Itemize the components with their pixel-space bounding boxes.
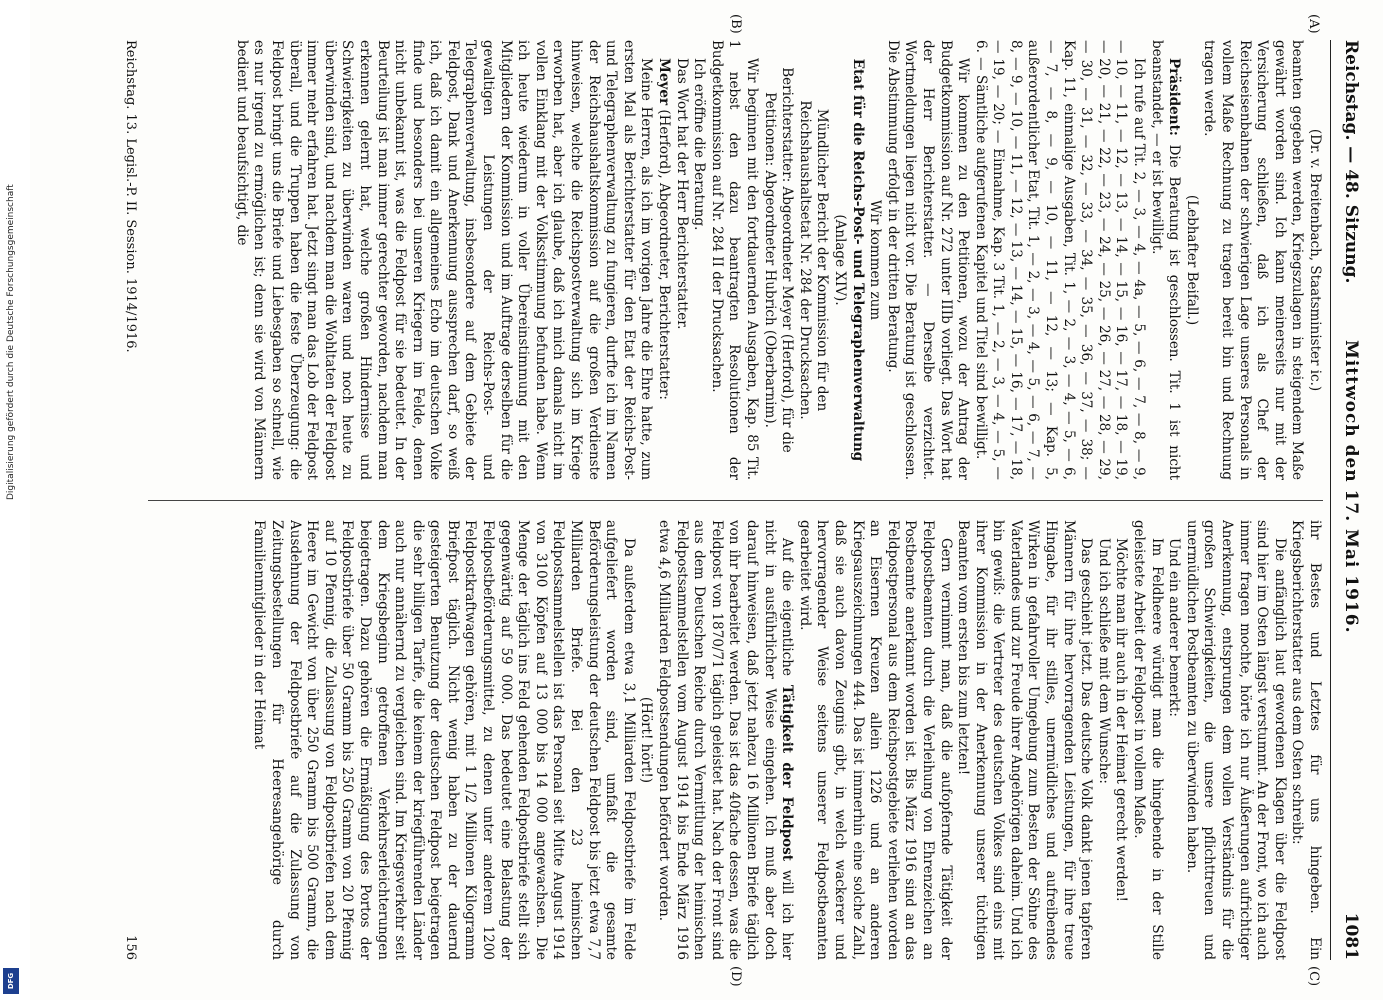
opening-paragraph: beamten gegeben werden, Kriegszulagen in steigendem Maße gewährt worden sind. Ich kann meinerseits nur mit der Versicherung schließen, daß ich als Chef der Reichseisenbahnen der schwierigen Lage unseres Personals in vollem Maße Rechnung zu tragen bereit bin und Rechnung tragen werde. bbox=[1201, 40, 1306, 480]
speaker-line bbox=[654, 40, 672, 480]
page-footer bbox=[118, 40, 138, 960]
quote-paragraph: Die anfänglich laut gewordenen Klagen über die Feldpost sind hier im Osten längst verstummt. An der Front, wo ich auch immer fragen mochte, hörte ich nur Äußerungen aufrichtiger Anerkennung, entsprungen dem vollen Verständnis für die großen Schwierigkeiten, die unsere pflichttreuen und unermüdlichen Postbeamten zu überwinden haben. bbox=[1183, 520, 1288, 960]
page-header bbox=[1337, 40, 1361, 960]
header-rule bbox=[1330, 40, 1331, 960]
dfg-logo-text: DFG bbox=[7, 972, 15, 990]
activity-rest: will ich hier nicht in ausführlicher Weise eingehen. Ich muß aber doch darauf hinweisen, daß jetzt nahezu 16 Millionen Briefe täglich von ihr bearbeitet werden. Das ist das 40fache dessen, was die Feldpost von 1870/71 täglich geleistet hat. Nach der Front sind aus dem Deutschen Reiche durch Vermittlung der heimischen Feldpostsammelstellen vom August 1914 bis Ende März 1916 etwa 4,6 Milliarden Feldpostsendungen befördert worden. bbox=[656, 520, 796, 960]
floor-line: Das Wort hat der Herr Berichterstatter. bbox=[673, 58, 690, 330]
interjection: (Hört! hört!) bbox=[638, 696, 655, 784]
opening-line: Ich eröffne die Beratung. bbox=[691, 58, 708, 231]
side-strip: Digitalisierung gefördert durch die Deutsche Forschungsgemeinschaft DFG bbox=[0, 0, 22, 1000]
header-date: Mittwoch den 17. Mai 1916. bbox=[1341, 340, 1361, 634]
margin-marker-a: (A) bbox=[1306, 14, 1321, 34]
speaker-role: (Herford), Abgeordneter, Berichterstatter: bbox=[656, 109, 673, 400]
speech-paragraph: Meine Herren, als ich im vorigen Jahre die Ehre hatte, zum ersten Mal als Berichterstatter für den Etat der Reichs-Post- und Telegraphenverwaltung zu fungieren, durfte ich im Namen der Reichshaushaltskommission auf die großen Verdienste hinweisen, welche die Reichspostverwaltung sich im Kriege erworben hat, aber ich glaube, daß ich mich damals nicht im vollen Einklang mit der Volksstimmung befunden habe. Wenn ich heute wiederum in voller Übereinstimmung mit den Mitgliedern der Kommission und im Auftrage derselben für die gewaltigen Leistungen der Reichs-Post- und Telegraphenverwaltung, insbesondere auf dem Gebiete der Feldpost, Dank und Anerkennung aussprechen darf, so weiß ich, daß ich damit ein allgemeines Echo im deutschen Volke finde und besonders bei unseren Kriegern im Felde, denen nicht unbekannt ist, was die Feldpost für sie bedeutet. In der Beurteilung ist man immer gerechter geworden, nachdem man erkennen gelernt hat, welche großen Hindernisse und Schwierigkeiten zu überwinden waren und noch heute zu überwinden sind, und nachdem man die Wohltaten der Feldpost immer mehr erfahren hat. Jetzt singt man das Lob der Feldpost überall, und die Truppen haben die feste Überzeugung: die Feldpost bringt uns die Briefe und Liebesgaben so schnell, wie es nur irgend zu ermöglichen ist; denn sie wird von Männern bedient und beaufsichtigt, die bbox=[233, 40, 655, 480]
wish-line: Und ich schließe mit dem Wunsche: bbox=[1095, 538, 1112, 784]
section-annex: (Anlage XIV). bbox=[831, 214, 848, 306]
activity-bold: Tätigkeit der Feldpost bbox=[779, 684, 796, 861]
award-paragraph: Gern vernimmt man, daß die aufopfernde Tätigkeit der Feldpostbeamten durch die Verleihung von Ehrenzeichen an Postbeamte anerkannt worden ist. Bis März 1916 sind an das Feldpostpersonal aus dem Reichspostgebiete verliehen worden an Eisernen Kreuzen allein 1226 und an anderen Kriegsauszeichnungen 444. Das ist immerhin eine solche Zahl, daß sie auch davon Zeugnis gibt, in welch wackerer und hervorragender Weise seitens unserer Feldpostbeamten gearbeitet wird. bbox=[796, 520, 954, 960]
margin-marker-c: (C) bbox=[1306, 966, 1321, 987]
rapporteurs: Berichterstatter: Abgeordneter Meyer (Herford), für die Petitionen: Abgeordneter Hubrich (Oberbarnim). bbox=[761, 67, 796, 453]
margin-marker-b: (B) bbox=[728, 14, 743, 34]
proposal-paragraph: Wir beginnen mit den fortdauernden Ausgaben, Kap. 85 Tit. 1 nebst den dazu beantragten Resolutionen der Budgetkommission auf Nr. 284 II der Drucksachen. bbox=[708, 40, 760, 480]
president-paragraph bbox=[1147, 40, 1182, 480]
section-heading: Etat für die Reichs-Post- und Telegraphenverwaltung bbox=[849, 58, 866, 462]
applause-note: (Lebhafter Beifall.) bbox=[1183, 194, 1200, 326]
titles-paragraph: Ich rufe auf Tit. 2, — 3, — 4, — 4a, — 5, — 6, — 7, — 8, — 9, — 10, — 11, — 12, — 13, — 14, — 15, — 16, — 17, — 18, — 19, — 20, — 21, — 22, — 23, — 24, — 25, — 26, — 27, — 28, — 29, — 30, — 31, — 32, — 33, — 34, — 35, — 36, — 37, — 38; — Kap. 11, einmalige Ausgaben, Tit. 1, — 2, — 3, — 4, — 5, — 6, — 7, — 8, — 9, — 10, — 11, — 12, — 13; — Kap. 5, außerordentlicher Etat, Tit. 1, — 2, — 3, — 4, — 5, — 6, — 7, — 8, — 9, — 10, — 11, — 12, — 13, — 14, — 15, — 16, — 17, — 18, — 19, — 20; — Einnahme, Kap. 3 Tit. 1, — 2, — 3, — 4, — 5, — 6. — Sämtliche aufgerufenen Kapitel und Titel sind bewilligt. bbox=[972, 40, 1148, 480]
activity-intro: Auf die eigentliche bbox=[779, 538, 796, 676]
next-item: Wir kommen zum bbox=[867, 199, 884, 321]
rotated-page bbox=[30, 0, 1383, 1000]
footer-right: 156 bbox=[123, 935, 138, 960]
report-line: Mündlicher Bericht der Kommission für den Reichshaushaltsetat Nr. 284 der Drucksachen. bbox=[796, 100, 831, 420]
header-page-number: 1081 bbox=[1341, 912, 1361, 960]
footer-left: Reichstag. 13. Legisl.-P. II. Session. 1914/1916. bbox=[123, 40, 138, 353]
thanks-paragraph: Das geschieht jetzt. Das deutsche Volk dankt jenen tapferen Männern für ihre hervorragenden Leistungen, für ihre treue Hingabe, für ihr stilles, unermüdliches und aufreibendes Wirken in gefahrvoller Umgebung zum Besten der Söhne des Vaterlandes und zur Freude ihrer Angehörigen daheim. Und ich bin gewiß: die Vertreter des deutschen Volkes sind eins mit ihrer Kommission in der Anerkennung unserer tüchtigen Beamten vom ersten bis zum letzten! bbox=[955, 520, 1095, 960]
speaker-note: (Dr. v. Breitenbach, Staatsminister ic.) bbox=[1307, 128, 1323, 392]
petition-paragraph: Wir kommen zu den Petitionen, wozu der Antrag der Budgetkommission auf Nr. 272 unter IIIb vorliegt. Das Wort hat der Herr Berichterstatter. — Derselbe verzichtet. Wortmeldungen liegen nicht vor. Die Beratung ist geschlossen. Die Abstimmung erfolgt in der dritten Beratung. bbox=[884, 40, 972, 480]
header-session: Reichstag. — 48. Sitzung. bbox=[1341, 40, 1361, 284]
speaker-name: Meyer bbox=[656, 58, 673, 106]
president-text: Die Beratung ist geschlossen. Tit. 1 ist nicht beanstandet, — er ist bewilligt. bbox=[1148, 40, 1183, 480]
quote-verse-2: Möchte man ihr auch in der Heimat gerecht werden! bbox=[1113, 538, 1130, 902]
quote-verse-1: Im Feldheere würdigt man die hingebende in der Stille geleistete Arbeit der Feldpost in vollem Maße. bbox=[1131, 520, 1165, 960]
left-column bbox=[148, 40, 1323, 480]
stats-paragraph: Da außerdem etwa 3,1 Milliarden Feldpostbriefe im Felde aufgeliefert worden sind, umfaßt die gesamte Beförderungsleistung der deutschen Feldpost bis jetzt etwa 7,7 Milliarden Briefe. Bei den 23 heimischen Feldpostsammelstellen ist das Personal seit Mitte August 1914 von 3100 Köpfen auf 13 000 bis 14 000 angewachsen. Die Menge der täglich ins Feld gehenden Feldpostbriefe stellt sich gegenwärtig auf 59 000. Das bedeutet eine Belastung der Feldpostbeförderungsmittel, zu denen unter anderem 1200 Feldpostkraftwagen gehören, mit 1 1/2 Millionen Kilogramm Briefpost täglich. Nicht wenig haben zu der dauernd gesteigerten Benutzung der deutschen Feldpost beigetragen die sehr billigen Tarife, die keinem der kriegführenden Länder auch nur annähernd zu vergleichen sind. Im Kriegsverkehr seit dem Kriegsbeginn getroffenen Verkehrserleichterungen beigetragen. Dazu gehören die Ermäßigung des Portos der Feldpostbriefe über 50 Gramm bis 250 Gramm von 20 Pfennig auf 10 Pfennig, die Zulassung von Feldpostbriefen nach dem Heere im Gewicht von über 250 Gramm bis 500 Gramm, die Ausdehnung der Feldpostbriefe auf die Zulassung von Zeitungsbestellungen für Heeresangehörige durch Familienmitglieder in der Heimat bbox=[251, 520, 637, 960]
column-divider bbox=[148, 500, 1323, 501]
president-label: Präsident: bbox=[1166, 58, 1183, 136]
right-column bbox=[148, 520, 1323, 960]
dfg-logo bbox=[3, 968, 19, 994]
intro-paragraph: ihr Bestes und Letztes für uns hingeben. Ein Kriegsberichterstatter aus dem Osten schreibt: bbox=[1289, 520, 1323, 960]
margin-marker-d: (D) bbox=[728, 966, 743, 987]
activity-paragraph bbox=[654, 520, 795, 960]
another-remark: Und ein anderer bemerkt: bbox=[1166, 538, 1183, 717]
